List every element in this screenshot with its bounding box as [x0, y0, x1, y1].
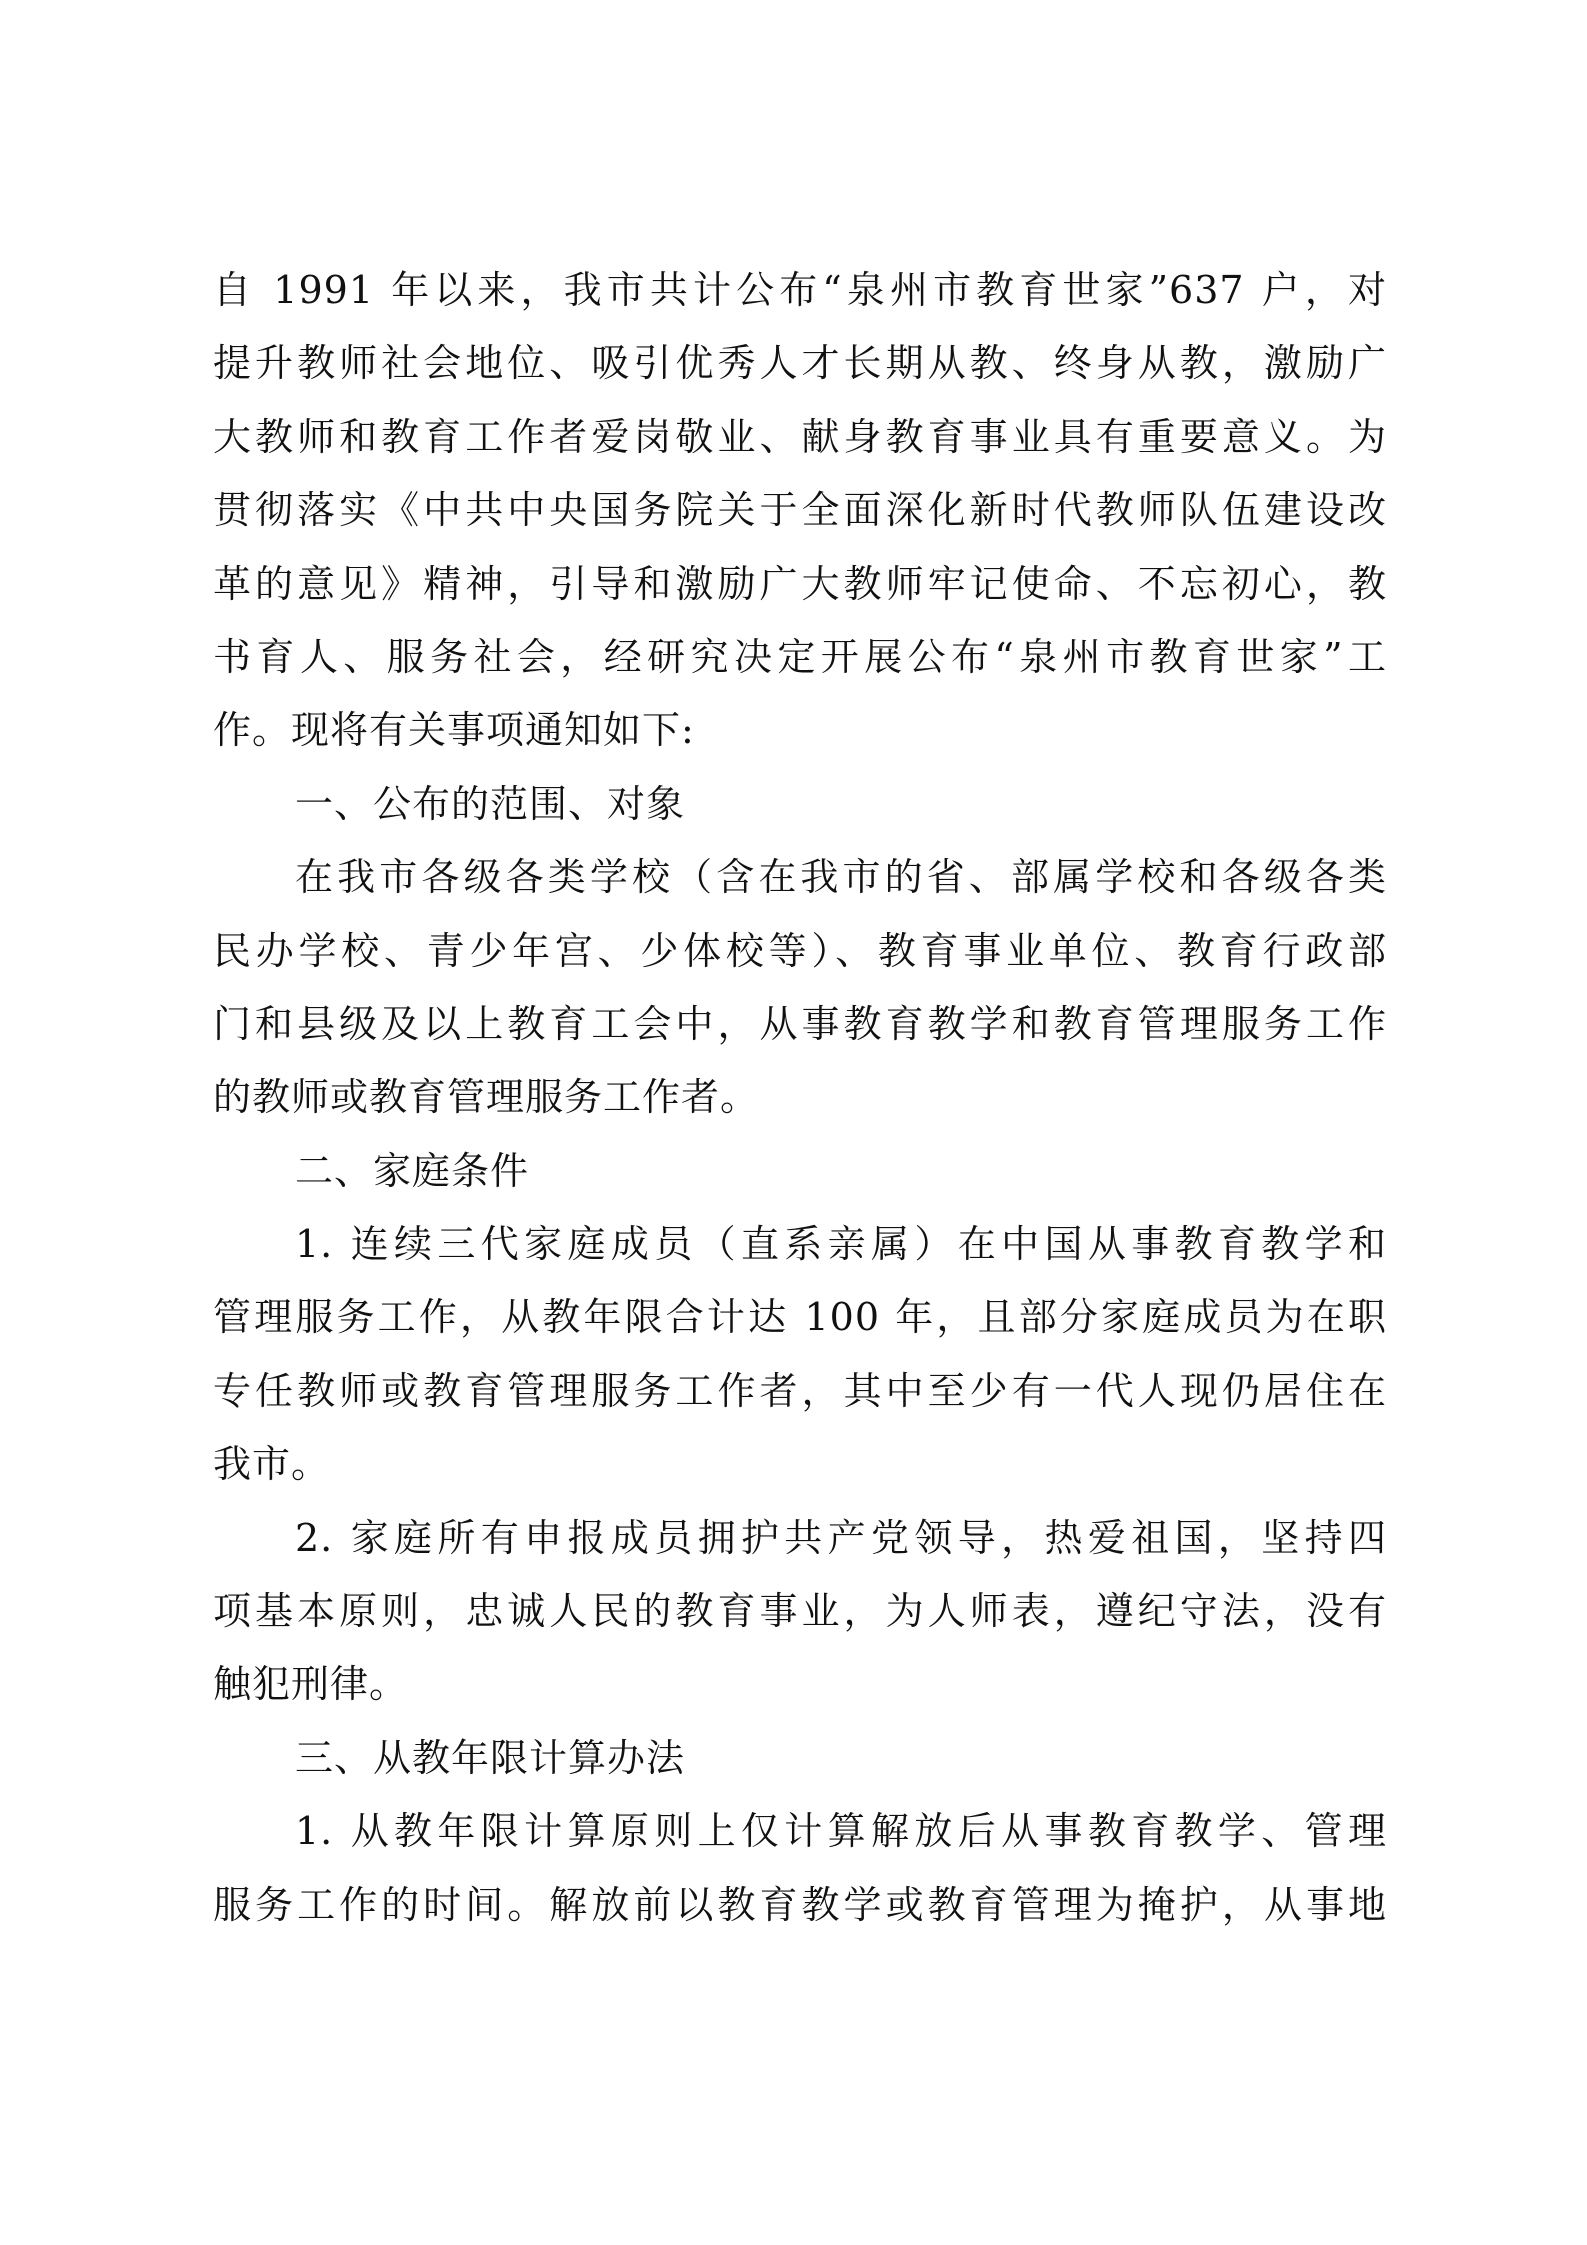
text-line: 大教师和教育工作者爱岗敬业、献身教育事业具有重要意义。为	[213, 414, 1387, 459]
text-line: 门和县级及以上教育工会中，从事教育教学和教育管理服务工作	[213, 1001, 1387, 1046]
text-line: 自 1991 年以来，我市共计公布“泉州市教育世家”637 户，对	[213, 268, 1387, 312]
text-line: 2. 家庭所有申报成员拥护共产党领导，热爱祖国，坚持四	[295, 1515, 1387, 1560]
condition-item-1	[213, 1208, 1387, 1502]
text-line: 在我市各级各类学校（含在我市的省、部属学校和各级各类	[295, 855, 1387, 900]
text-line: 书育人、服务社会，经研究决定开展公布“泉州市教育世家”工	[213, 634, 1387, 679]
text-line: 1. 从教年限计算原则上仅计算解放后从事教育教学、管理	[295, 1809, 1387, 1854]
text-line: 项基本原则，忠诚人民的教育事业，为人师表，遵纪守法，没有	[213, 1589, 1387, 1634]
text-line: 民办学校、青少年宫、少体校等）、教育事业单位、教育行政部	[213, 928, 1387, 973]
section-heading-family-conditions: 二、家庭条件	[295, 1148, 530, 1193]
condition-item-2	[213, 1502, 1387, 1722]
text-line: 的教师或教育管理服务工作者。	[213, 1075, 760, 1120]
section-heading-years-calculation: 三、从教年限计算办法	[295, 1735, 686, 1780]
text-line: 提升教师社会地位、吸引优秀人才长期从教、终身从教，激励广	[213, 341, 1387, 386]
calculation-item-1	[213, 1795, 1387, 1942]
document-page	[213, 254, 1387, 1942]
text-line: 管理服务工作，从教年限合计达 100 年，且部分家庭成员为在职	[213, 1295, 1387, 1340]
intro-paragraph	[213, 254, 1387, 768]
text-line: 我市。	[213, 1442, 331, 1487]
text-line: 专任教师或教育管理服务工作者，其中至少有一代人现仍居住在	[213, 1368, 1387, 1413]
text-line: 服务工作的时间。解放前以教育教学或教育管理为掩护，从事地	[213, 1882, 1387, 1927]
text-line: 作。现将有关事项通知如下:	[213, 708, 695, 753]
text-line: 1. 连续三代家庭成员（直系亲属）在中国从事教育教学和	[295, 1222, 1387, 1267]
text-line: 革的意见》精神，引导和激励广大教师牢记使命、不忘初心，教	[213, 561, 1387, 606]
text-line: 触犯刑律。	[213, 1662, 409, 1707]
scope-paragraph	[213, 841, 1387, 1135]
text-line: 贯彻落实《中共中央国务院关于全面深化新时代教师队伍建设改	[213, 488, 1387, 533]
section-heading-scope: 一、公布的范围、对象	[295, 781, 686, 826]
